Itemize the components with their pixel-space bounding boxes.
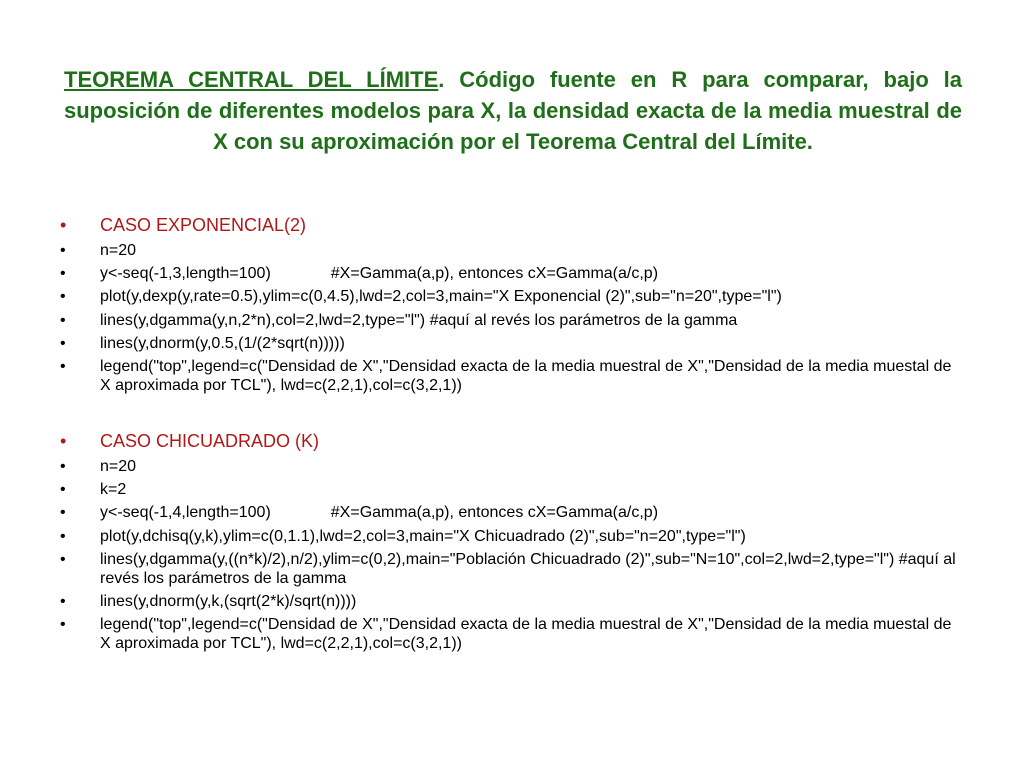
code-text: plot(y,dexp(y,rate=0.5),ylim=c(0,4.5),lwd=2,col=3,main="X Exponencial (2)",sub="n=20",type="l") [100,288,782,306]
code-text: legend("top",legend=c("Densidad de X","Densidad exacta de la media muestral de X","Densidad de la media muestal de X aproximada por TCL"), lwd=c(2,2,1),col=c(3,2,1)) [100,357,952,394]
code-text: k=2 [100,481,127,499]
code-text: lines(y,dnorm(y,k,(sqrt(2*k)/sqrt(n)))) [100,592,357,610]
title-rest: . Código fuente en R para comparar, bajo la suposición de diferentes modelos para X, la densidad exacta de la media muestral de X con su aproximación por el Teorema Central del Límite. [64,67,962,154]
heading-text: CASO CHICUADRADO (K) [100,431,320,451]
code-line [60,241,960,260]
code-comment: #X=Gamma(a,p), entonces cX=Gamma(a/c,p) [330,265,659,283]
title-underlined: TEOREMA CENTRAL DEL LÍMITE [64,67,439,92]
code-line [60,615,960,653]
bullet: • [60,311,66,329]
case-chisquare-list [60,430,960,657]
heading-text: CASO EXPONENCIAL(2) [100,215,307,235]
bullet: • [60,527,66,545]
bullet: • [60,458,66,475]
code-text: plot(y,dchisq(y,k),ylim=c(0,1.1),lwd=2,col=3,main="X Chicuadrado (2)",sub="n=20",type="l") [100,527,746,545]
bullet: • [60,616,66,634]
code-text: lines(y,dgamma(y,n,2*n),col=2,lwd=2,type="l") #aquí al revés los parámetros de la gamma [100,311,738,329]
code-line [60,480,960,499]
code-comment: #X=Gamma(a,p), entonces cX=Gamma(a/c,p) [330,504,659,522]
code-text: n=20 [100,242,137,259]
case-exponential-list [60,214,960,399]
code-line [60,334,960,353]
bullet: • [60,265,66,283]
code-line [60,592,960,611]
bullet: • [60,242,66,259]
case-chisquare-heading [60,430,960,452]
slide-title [64,64,962,157]
bullet: • [60,334,66,352]
code-text: y<-seq(-1,4,length=100) [100,504,271,522]
bullet: • [60,550,66,568]
code-line [60,311,960,330]
code-line [60,527,960,546]
code-line [60,457,960,476]
case-exponential-heading [60,214,960,236]
code-text: lines(y,dgamma(y,((n*k)/2),n/2),ylim=c(0,2),main="Población Chicuadrado (2)",sub="N=10",col=2,lwd=2,type="l") #aquí al revés los parámetros de la gamma [100,550,956,587]
code-text: n=20 [100,458,137,475]
bullet: • [60,481,66,499]
code-line [60,287,960,306]
code-text: y<-seq(-1,3,length=100) [100,265,271,283]
code-text: lines(y,dnorm(y,0.5,(1/(2*sqrt(n))))) [100,334,345,352]
code-line [60,550,960,588]
bullet: • [60,504,66,522]
code-line [60,264,960,283]
bullet: • [60,431,67,451]
code-line [60,503,960,522]
bullet: • [60,288,66,306]
bullet: • [60,357,66,375]
bullet: • [60,215,67,235]
code-line [60,357,960,395]
code-text: legend("top",legend=c("Densidad de X","Densidad exacta de la media muestral de X","Densidad de la media muestal de X aproximada por TCL"), lwd=c(2,2,1),col=c(3,2,1)) [100,616,952,653]
bullet: • [60,592,66,610]
